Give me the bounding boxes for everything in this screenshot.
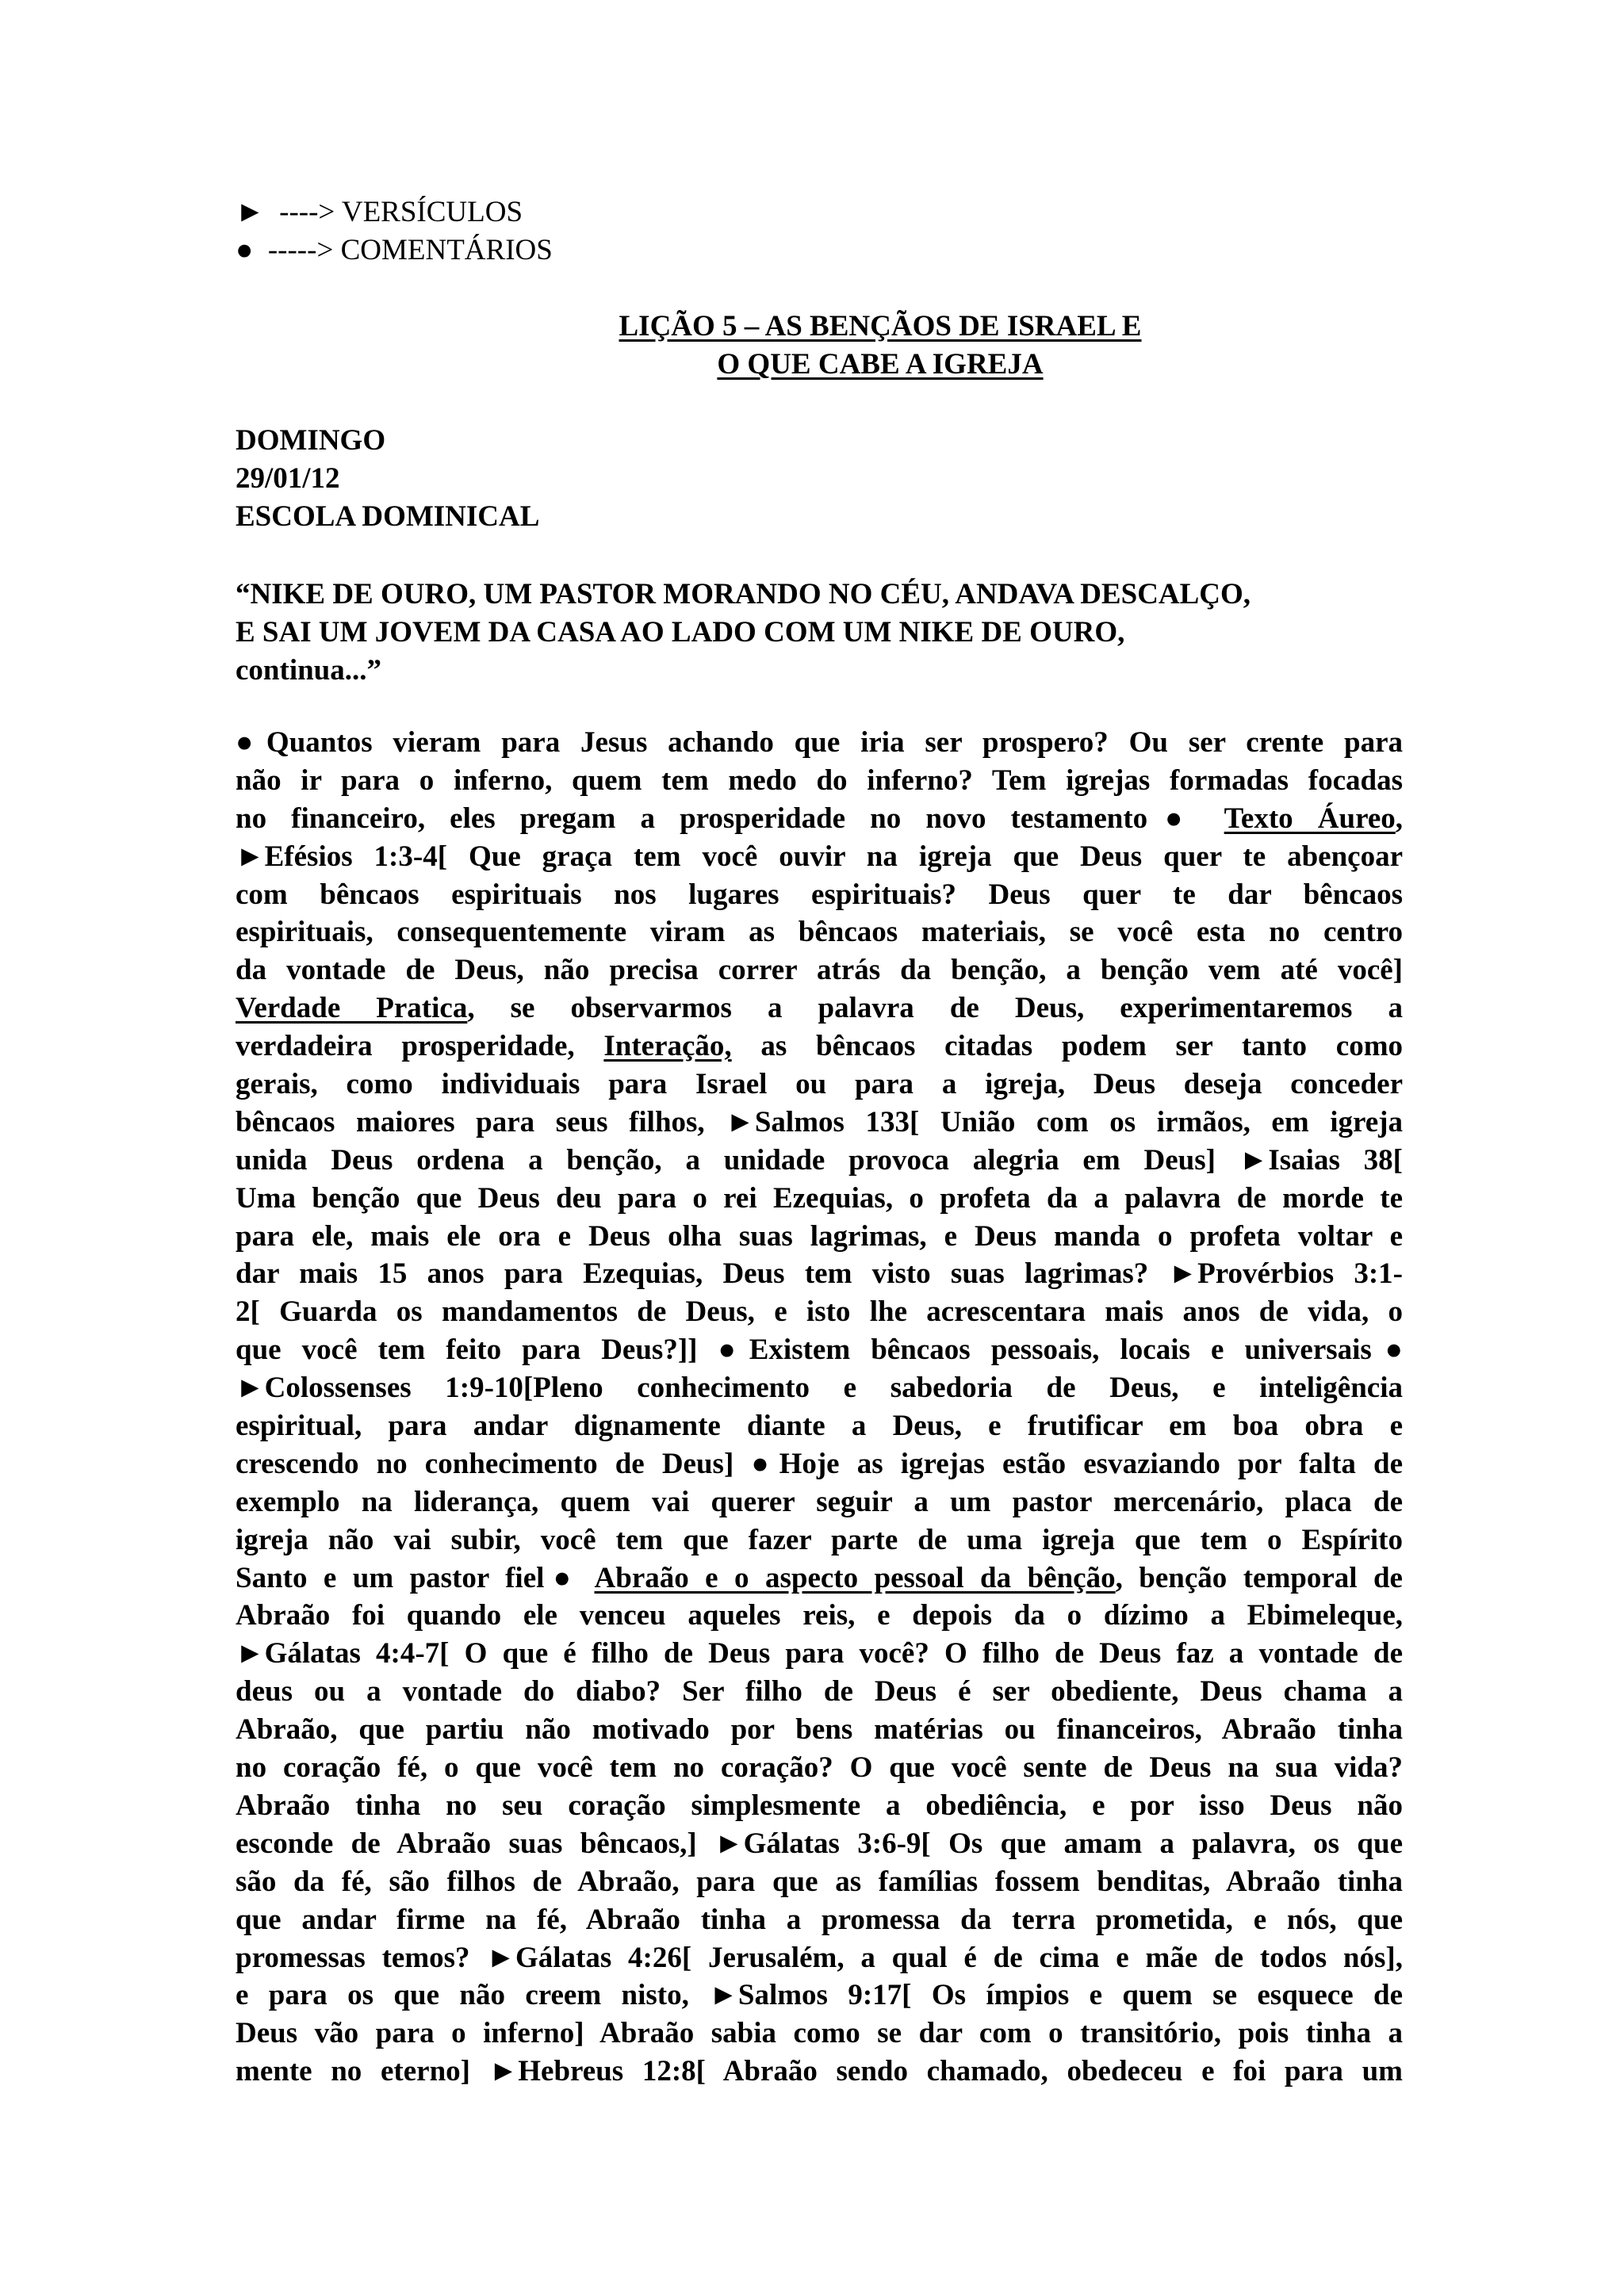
interacao-heading: Interação, [603, 1030, 732, 1063]
body-line: deus ou a vontade do diabo? Ser filho de Deus é ser obediente, Deus chama a [236, 1675, 1403, 1709]
legend-comentarios: ● -----> COMENTÁRIOS [236, 234, 553, 266]
body-line: no coração fé, o que você tem no coração? O que você sente de Deus na sua vida? [236, 1751, 1403, 1785]
body-line: Uma benção que Deus deu para o rei Ezequias, o profeta da a palavra de morde te [236, 1181, 1403, 1215]
body-line: espiritual, para andar dignamente diante a Deus, e frutificar em boa obra e [236, 1410, 1403, 1443]
body-line: Santo e um pastor fiel● Abraão e o aspecto pessoal da bênção, benção temporal de [236, 1561, 1403, 1594]
body-line: e para os que não creem nisto, ►Salmos 9:17[ Os ímpios e quem se esquece de [236, 1979, 1403, 2012]
body-line: Deus vão para o inferno] Abraão sabia como se dar com o transitório, pois tinha a [236, 2017, 1403, 2050]
abraao-aspecto-heading: Abraão e o aspecto pessoal da bênção [594, 1561, 1116, 1594]
lesson-body [236, 724, 1403, 2091]
body-line: ►Colossenses 1:9-10[Pleno conhecimento e sabedoria de Deus, e inteligência [236, 1372, 1403, 1405]
quote-line-1: “NIKE DE OURO, UM PASTOR MORANDO NO CÉU, ANDAVA DESCALÇO, [236, 578, 1251, 610]
lesson-title [444, 308, 1316, 384]
header-date: 29/01/12 [236, 462, 340, 495]
body-line: Verdade Pratica, se observarmos a palavra de Deus, experimentaremos a [236, 992, 1403, 1025]
lesson-title-line-1: LIÇÃO 5 – AS BENÇÃOS DE ISRAEL E [619, 310, 1142, 342]
body-line: espirituais, consequentemente viram as bêncaos materiais, se você esta no centro [236, 916, 1403, 949]
body-line: ►Efésios 1:3-4[ Que graça tem você ouvir na igreja que Deus quer te abençoar [236, 840, 1403, 873]
body-line: unida Deus ordena a benção, a unidade provoca alegria em Deus] ►Isaias 38[ [236, 1143, 1403, 1177]
body-line: mente no eterno] ►Hebreus 12:8[ Abraão sendo chamado, obedeceu e foi para um [236, 2055, 1403, 2088]
body-line: Abraão foi quando ele venceu aqueles reis, e depois da o dízimo a Ebimeleque, [236, 1599, 1403, 1632]
quote-line-2: E SAI UM JOVEM DA CASA AO LADO COM UM NIKE DE OURO, [236, 616, 1125, 649]
lesson-title-line-2: O QUE CABE A IGREJA [717, 348, 1044, 381]
body-line: ►Gálatas 4:4-7[ O que é filho de Deus para você? O filho de Deus faz a vontade de [236, 1637, 1403, 1670]
header-school: ESCOLA DOMINICAL [236, 500, 540, 533]
legend-versiculos: ► ----> VERSÍCULOS [236, 196, 523, 228]
header-day: DOMINGO [236, 424, 386, 457]
opening-quote [236, 576, 1401, 690]
body-line: promessas temos? ►Gálatas 4:26[ Jerusalém, a qual é de cima e mãe de todos nós], [236, 1941, 1403, 1974]
body-line: bêncaos maiores para seus filhos, ►Salmos 133[ União com os irmãos, em igreja [236, 1105, 1403, 1138]
body-line: Abraão, que partiu não motivado por bens matérias ou financeiros, Abraão tinha [236, 1713, 1403, 1747]
body-line: 2[ Guarda os mandamentos de Deus, e isto lhe acrescentara mais anos de vida, o [236, 1295, 1403, 1329]
body-line: da vontade de Deus, não precisa correr atrás da benção, a benção vem até você] [236, 954, 1403, 987]
body-line: que você tem feito para Deus?]] ●Existem bêncaos pessoais, locais e universais● [236, 1334, 1403, 1367]
body-line: são da fé, são filhos de Abraão, para que as famílias fossem benditas, Abraão tinha [236, 1865, 1403, 1898]
quote-line-3: continua...” [236, 654, 382, 687]
symbol-legend [236, 193, 553, 270]
body-line: igreja não vai subir, você tem que fazer parte de uma igreja que tem o Espírito [236, 1523, 1403, 1556]
body-line: no financeiro, eles pregam a prosperidade no novo testamento● Texto Áureo, [236, 802, 1403, 835]
verdade-pratica-heading: Verdade Pratica [236, 992, 468, 1025]
body-line: que andar firme na fé, Abraão tinha a promessa da terra prometida, e nós, que [236, 1903, 1403, 1936]
texto-aureo-heading: Texto Áureo [1224, 802, 1396, 835]
body-line: Abraão tinha no seu coração simplesmente a obediência, e por isso Deus não [236, 1789, 1403, 1822]
body-line: gerais, como individuais para Israel ou para a igreja, Deus deseja conceder [236, 1068, 1403, 1101]
body-line: dar mais 15 anos para Ezequias, Deus tem visto suas lagrimas? ►Provérbios 3:1- [236, 1257, 1403, 1291]
body-line: exemplo na liderança, quem vai querer seguir a um pastor mercenário, placa de [236, 1485, 1403, 1518]
body-line: crescendo no conhecimento de Deus] ●Hoje as igrejas estão esvaziando por falta de [236, 1447, 1403, 1480]
lesson-header [236, 422, 539, 536]
body-line: ●Quantos vieram para Jesus achando que iria ser prospero? Ou ser crente para [236, 726, 1403, 759]
body-line: com bêncaos espirituais nos lugares espirituais? Deus quer te dar bêncaos [236, 878, 1403, 911]
body-line: não ir para o inferno, quem tem medo do inferno? Tem igrejas formadas focadas [236, 763, 1403, 797]
body-line: esconde de Abraão suas bêncaos,] ►Gálatas 3:6-9[ Os que amam a palavra, os que [236, 1827, 1403, 1860]
body-line: para ele, mais ele ora e Deus olha suas lagrimas, e Deus manda o profeta voltar e [236, 1219, 1403, 1253]
body-line: verdadeira prosperidade, Interação, as bêncaos citadas podem ser tanto como [236, 1030, 1404, 1063]
